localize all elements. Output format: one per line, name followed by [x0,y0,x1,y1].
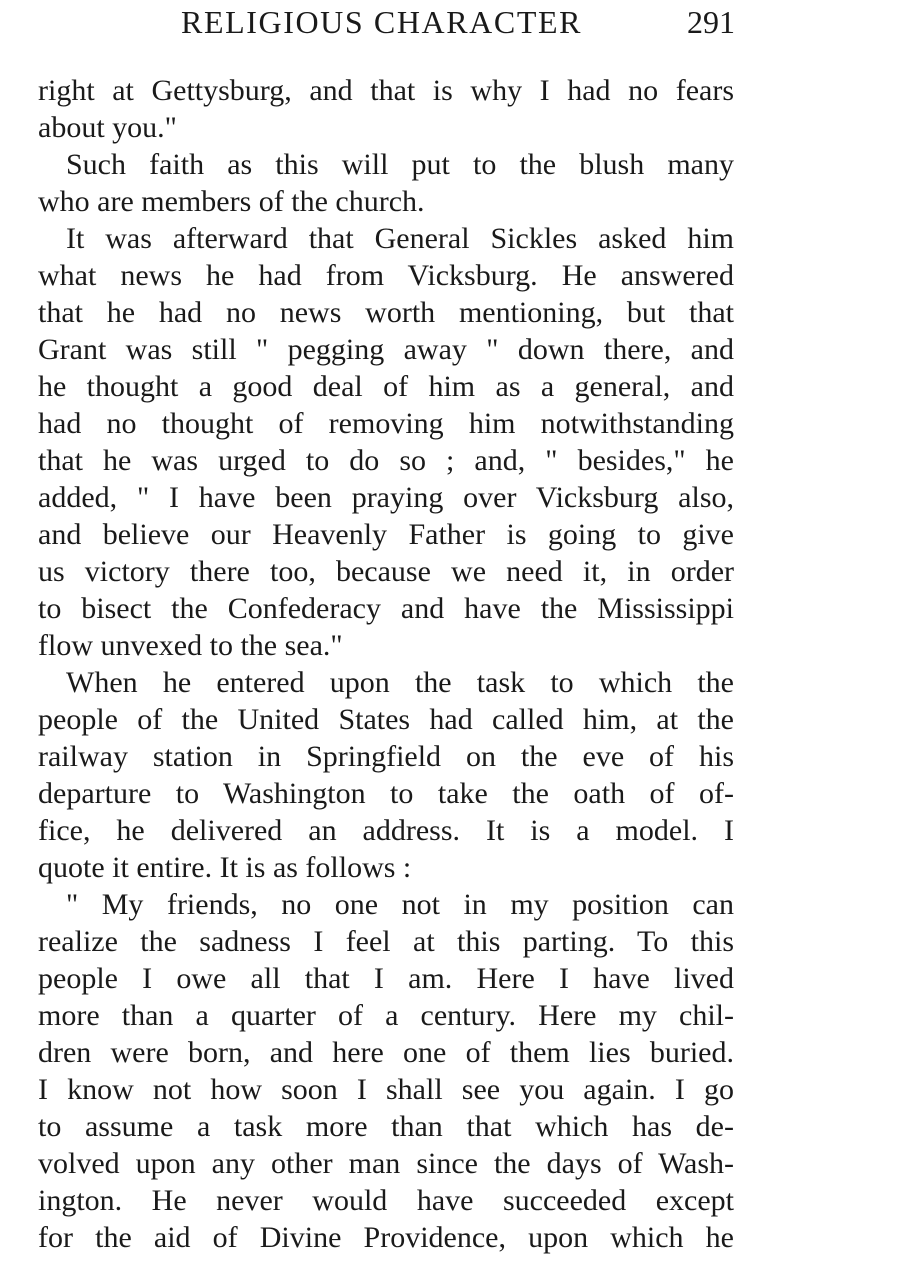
text-line: When he entered upon the task to which the [66,666,734,699]
text-line: what news he had from Vicksburg. He answered [38,259,734,292]
text-line: It was afterward that General Sickles asked him [66,222,734,255]
text-line: had no thought of removing him notwithstanding [38,407,734,440]
page-number: 291 [687,4,735,40]
text-line: departure to Washington to take the oath of of- [38,777,734,810]
text-line: right at Gettysburg, and that is why I had no fears [38,74,734,107]
running-title: RELIGIOUS CHARACTER [181,4,583,40]
text-line: for the aid of Divine Providence, upon which he [38,1221,734,1254]
text-line: who are members of the church. [38,185,425,218]
text-line: he thought a good deal of him as a general, and [38,370,734,403]
text-line: more than a quarter of a century. Here my chil- [38,999,734,1032]
text-line: quote it entire. It is as follows : [38,851,412,884]
text-line: I know not how soon I shall see you again. I go [38,1073,734,1106]
text-line: people of the United States had called him, at the [38,703,734,736]
text-line: to assume a task more than that which has de- [38,1110,734,1143]
text-line: that he had no news worth mentioning, but that [38,296,734,329]
text-line: dren were born, and here one of them lies buried. [38,1036,734,1069]
text-line: Such faith as this will put to the blush many [66,148,734,181]
running-head [38,2,738,42]
text-line: added, " I have been praying over Vicksburg also, [38,481,734,514]
text-line: and believe our Heavenly Father is going to give [38,518,734,551]
text-line: to bisect the Confederacy and have the Mississippi [38,592,734,625]
text-line: about you." [38,111,177,144]
text-line: railway station in Springfield on the eve of his [38,740,734,773]
text-line: ington. He never would have succeeded except [38,1184,734,1217]
text-line: volved upon any other man since the days of Wash- [38,1147,734,1180]
text-line: Grant was still " pegging away " down there, and [38,333,734,366]
text-line: realize the sadness I feel at this parting. To this [38,925,734,958]
text-line: us victory there too, because we need it, in order [38,555,734,588]
text-line: people I owe all that I am. Here I have lived [38,962,734,995]
text-line: flow unvexed to the sea." [38,629,343,662]
text-line: " My friends, no one not in my position can [66,888,734,921]
text-line: fice, he delivered an address. It is a model. I [38,814,734,847]
text-line: that he was urged to do so ; and, " besides," he [38,444,734,477]
body-text [38,72,734,1256]
